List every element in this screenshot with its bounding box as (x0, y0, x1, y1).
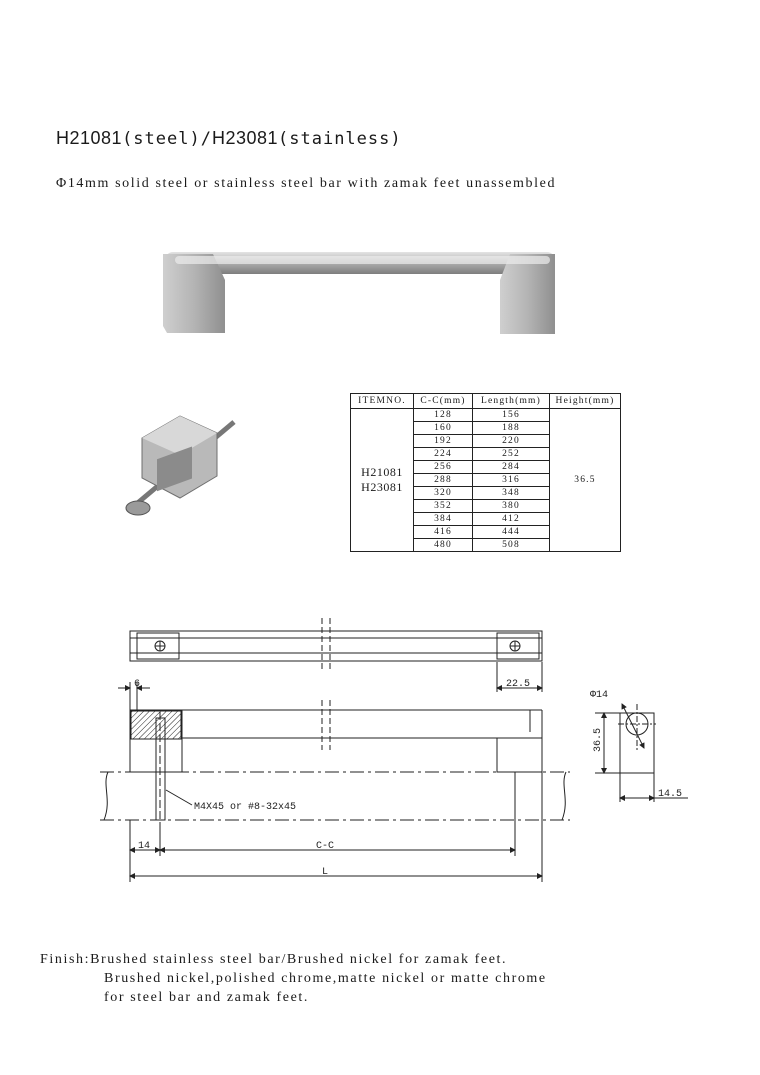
cc-cell: 416 (414, 526, 473, 539)
front-view (100, 700, 570, 822)
dim-length: L (322, 867, 329, 878)
finish-line-2: Brushed nickel,polished chrome,matte nickel or matte chrome (104, 971, 547, 986)
header-cc: C-C(mm) (414, 394, 473, 409)
length-cell: 252 (473, 448, 550, 461)
dim-cc: C-C (316, 841, 335, 852)
length-cell: 348 (473, 487, 550, 500)
product-title (56, 128, 402, 149)
technical-drawing (0, 600, 760, 890)
length-cell: 316 (473, 474, 550, 487)
handle-photo (155, 238, 560, 343)
finish-line-1: Brushed stainless steel bar/Brushed nickel for zamak feet. (90, 952, 508, 967)
length-cell: 508 (473, 539, 550, 552)
cc-cell: 320 (414, 487, 473, 500)
material-stainless: (stainless) (278, 129, 402, 149)
cc-cell: 256 (414, 461, 473, 474)
top-view (130, 618, 542, 692)
spec-table (350, 393, 621, 552)
cc-cell: 224 (414, 448, 473, 461)
length-cell: 380 (473, 500, 550, 513)
side-diameter: Φ14 (590, 690, 609, 701)
height-cell: 36.5 (550, 409, 621, 552)
cc-cell: 192 (414, 435, 473, 448)
dim-edge: 14 (138, 841, 151, 852)
material-steel: (steel)/ (122, 129, 212, 149)
cc-cell: 160 (414, 422, 473, 435)
dim-foot-width: 22.5 (506, 679, 531, 690)
cc-cell: 352 (414, 500, 473, 513)
zamak-foot-photo (122, 408, 247, 523)
finish-notes (40, 950, 547, 1007)
finish-label: Finish: (40, 952, 91, 967)
length-cell: 220 (473, 435, 550, 448)
length-cell: 188 (473, 422, 550, 435)
screw-head (126, 501, 150, 515)
product-description: Φ14mm solid steel or stainless steel bar with zamak feet unassembled (56, 176, 557, 191)
side-view (595, 704, 688, 802)
cc-cell: 480 (414, 539, 473, 552)
side-height: 36.5 (593, 727, 604, 752)
finish-line-3: for steel bar and zamak feet. (104, 990, 309, 1005)
header-item: ITEMNO. (351, 394, 414, 409)
cc-cell: 288 (414, 474, 473, 487)
item-numbers: H21081 H23081 (351, 409, 414, 552)
handle-foot-left (163, 254, 225, 333)
length-cell: 284 (473, 461, 550, 474)
header-length: Length(mm) (473, 394, 550, 409)
length-cell: 412 (473, 513, 550, 526)
side-width: 14.5 (658, 789, 683, 800)
model-code-stainless: H23081 (211, 128, 279, 148)
handle-foot-right (500, 254, 555, 334)
screw-label: M4X45 or #8-32x45 (194, 802, 297, 813)
header-height: Height(mm) (550, 394, 621, 409)
length-cell: 444 (473, 526, 550, 539)
model-code-steel: H21081 (56, 128, 123, 148)
cc-cell: 384 (414, 513, 473, 526)
cc-cell: 128 (414, 409, 473, 422)
length-cell: 156 (473, 409, 550, 422)
dim-offset: 6 (134, 679, 141, 690)
